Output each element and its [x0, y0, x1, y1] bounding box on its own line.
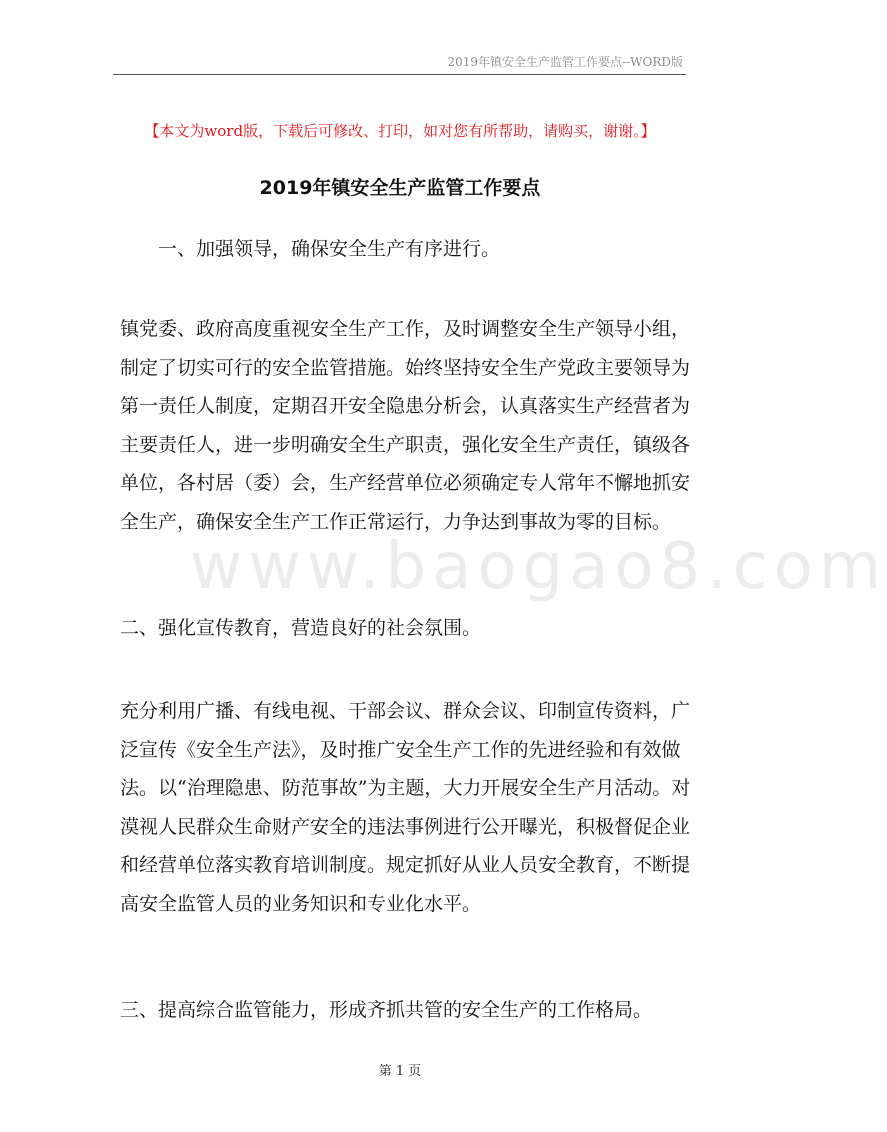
section-paragraph-2 [120, 692, 690, 924]
paragraph-line: 法。以“治理隐患、防范事故”为主题，大力开展安全生产月活动。对 [120, 777, 691, 800]
watermark: www.baogao8.com [190, 530, 887, 604]
header-divider [113, 74, 686, 75]
paragraph-line: 漠视人民群众生命财产安全的违法事例进行公开曝光，积极督促企业 [120, 815, 691, 838]
paragraph-line: 全生产，确保安全生产工作正常运行，力争达到事故为零的目标。 [120, 510, 672, 533]
section-heading-2: 二、强化宣传教育，营造良好的社会氛围。 [120, 617, 482, 639]
paragraph-line: 和经营单位落实教育培训制度。规定抓好从业人员安全教育，不断提 [120, 854, 691, 877]
word-version-notice: 【本文为word版，下载后可修改、打印，如对您有所帮助，请购买，谢谢。】 [144, 122, 656, 140]
paragraph-line: 充分利用广播、有线电视、干部会议、群众会议、印制宣传资料，广 [120, 700, 691, 722]
paragraph-line: 主要责任人，进一步明确安全生产职责，强化安全生产责任，镇级各 [120, 433, 691, 456]
paragraph-line: 泛宣传《安全生产法》，及时推广安全生产工作的先进经验和有效做 [120, 738, 681, 761]
running-header: 2019年镇安全生产监管工作要点--WORD版 [447, 55, 683, 69]
section-heading-3: 三、提高综合监管能力，形成齐抓共管的安全生产的工作格局。 [120, 999, 653, 1021]
paragraph-line: 镇党委、政府高度重视安全生产工作，及时调整安全生产领导小组， [120, 318, 691, 340]
page-number: 第 1 页 [378, 1064, 422, 1079]
paragraph-line: 高安全监管人员的业务知识和专业化水平。 [120, 892, 482, 915]
document-title: 2019年镇安全生产监管工作要点 [259, 177, 541, 199]
paragraph-line: 制定了切实可行的安全监管措施。始终坚持安全生产党政主要领导为 [120, 356, 691, 379]
section-paragraph-1 [120, 310, 690, 542]
paragraph-line: 单位，各村居（委）会，生产经营单位必须确定专人常年不懈地抓安 [120, 472, 691, 495]
paragraph-line: 第一责任人制度，定期召开安全隐患分析会，认真落实生产经营者为 [120, 395, 691, 418]
section-heading-1: 一、加强领导，确保安全生产有序进行。 [158, 238, 501, 260]
